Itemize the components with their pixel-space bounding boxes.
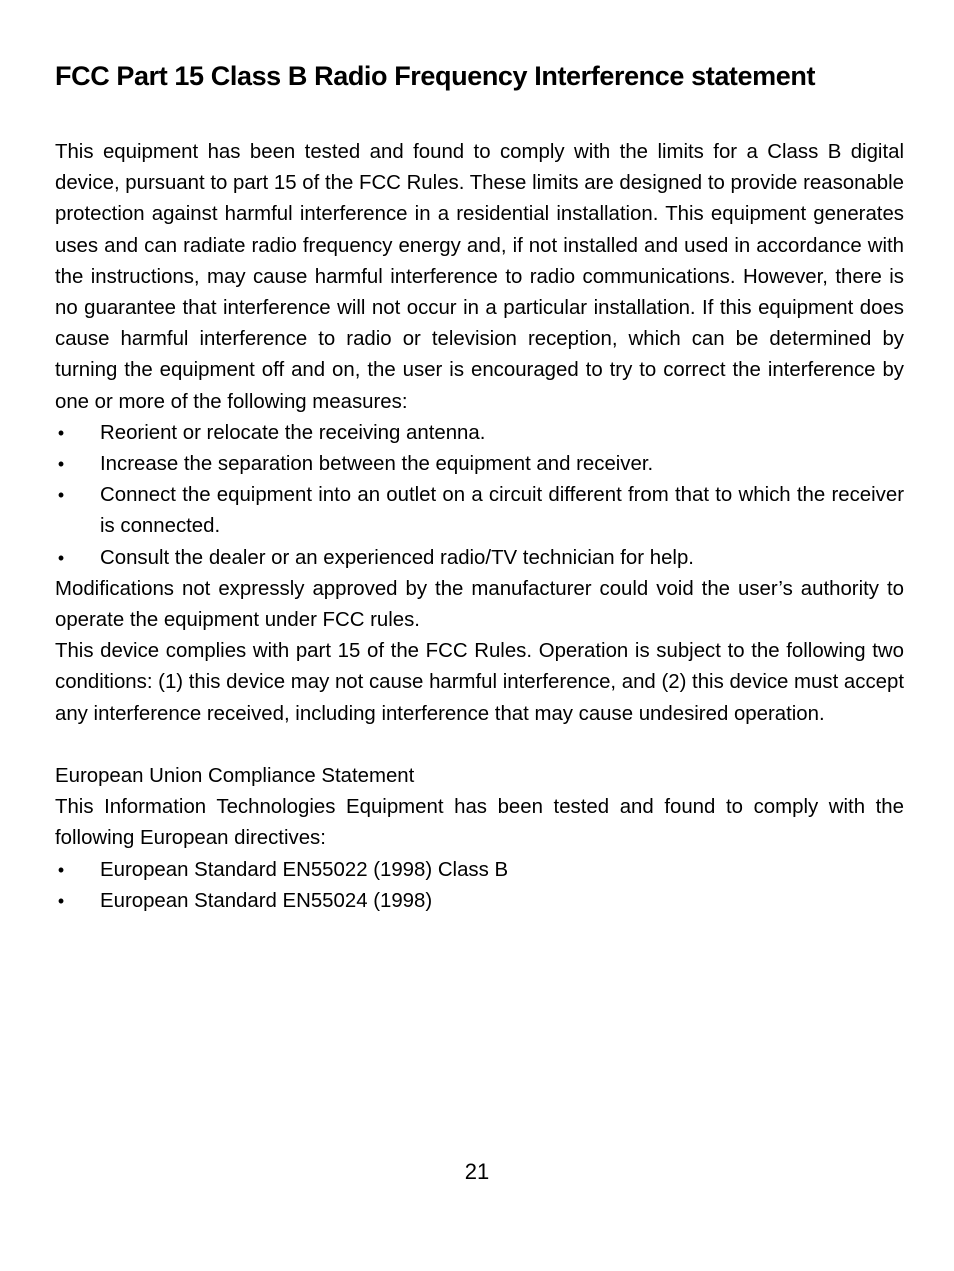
- measure-text: Consult the dealer or an experienced radio/TV technician for help.: [100, 546, 694, 569]
- bullet-icon: •: [57, 859, 65, 880]
- compliance-paragraph: This device complies with part 15 of the FCC Rules. Operation is subject to the following two conditions: (1) this device may not cause harmful interference, and (2) this device must accept any interference received, including interference that may cause undesired operation.: [55, 640, 904, 725]
- modifications-paragraph: Modifications not expressly approved by the manufacturer could void the user’s authority to operate the equipment under FCC rules.: [55, 577, 904, 632]
- list-item: [55, 886, 904, 917]
- measures-list: [55, 418, 904, 574]
- bullet-icon: •: [57, 547, 65, 568]
- page-title: FCC Part 15 Class B Radio Frequency Interference statement: [55, 61, 816, 91]
- directive-text: European Standard EN55024 (1998): [100, 889, 433, 912]
- measure-text: Reorient or relocate the receiving antenna.: [100, 421, 486, 444]
- list-item: [55, 480, 904, 542]
- eu-directives-list: [55, 855, 904, 917]
- bullet-icon: •: [57, 454, 65, 475]
- document-body: [55, 137, 904, 917]
- eu-heading: European Union Compliance Statement: [55, 765, 415, 788]
- directive-text: European Standard EN55022 (1998) Class B: [100, 858, 509, 881]
- bullet-icon: •: [57, 890, 65, 911]
- fcc-intro-paragraph: This equipment has been tested and found to comply with the limits for a Class B digital device, pursuant to part 15 of the FCC Rules. These limits are designed to provide reasonable protection against harmful interference in a residential installation. This equipment generates uses and can radiate radio frequency energy and, if not installed and used in accordance with the instructions, may cause harmful interference to radio communications. However, there is no guarantee that interference will not occur in a particular installation. If this equipment does cause harmful interference to radio or television reception, which can be determined by turning the equipment off and on, the user is encouraged to try to correct the interference by one or more of the following measures:: [55, 141, 904, 413]
- list-item: [55, 543, 904, 574]
- measure-text: Connect the equipment into an outlet on a circuit different from that to which the receiver is connected.: [100, 484, 904, 538]
- eu-intro-paragraph: This Information Technologies Equipment has been tested and found to comply with the following European directives:: [55, 796, 904, 850]
- spacer: [55, 730, 904, 761]
- bullet-icon: •: [57, 422, 65, 443]
- bullet-icon: •: [57, 485, 65, 506]
- measure-text: Increase the separation between the equipment and receiver.: [100, 453, 654, 476]
- list-item: [55, 418, 904, 449]
- list-item: [55, 855, 904, 886]
- list-item: [55, 449, 904, 480]
- page-number: 21: [464, 1159, 490, 1184]
